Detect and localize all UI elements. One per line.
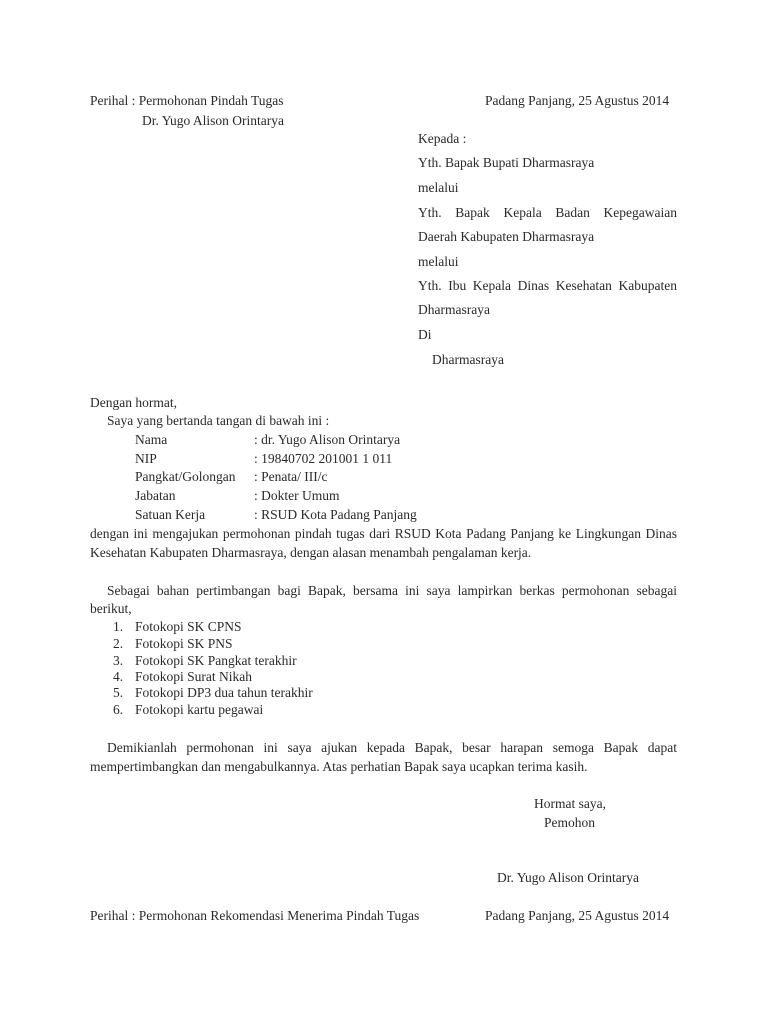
request-paragraph-line-1: dengan ini mengajukan permohonan pindah tugas dari RSUD Kota Padang Panjang ke Lingkungan Dinas: [90, 526, 677, 541]
place-date: Padang Panjang, 25 Agustus 2014: [485, 93, 670, 108]
sender-name-top: Dr. Yugo Alison Orintarya: [142, 113, 284, 128]
identity-label: Pangkat/Golongan: [135, 469, 236, 484]
letter-2-place-date: Padang Panjang, 25 Agustus 2014: [485, 908, 670, 923]
list-item-number: 2.: [113, 636, 124, 651]
identity-label: Jabatan: [135, 488, 176, 503]
identity-value: : 19840702 201001 1 011: [254, 451, 393, 466]
signature-regards: Hormat saya,: [534, 796, 606, 811]
closing-paragraph-line-1: Demikianlah permohonan ini saya ajukan kepada Bapak, besar harapan semoga Bapak dapat: [107, 740, 677, 755]
identity-value: : RSUD Kota Padang Panjang: [254, 507, 417, 522]
identity-value: : Dokter Umum: [254, 488, 340, 503]
signature-role: Pemohon: [544, 815, 596, 830]
list-item-number: 6.: [113, 702, 124, 717]
recipient-line-1: Yth. Bapak Bupati Dharmasraya: [418, 155, 595, 170]
recipient-line-3b: Dharmasraya: [418, 302, 490, 317]
list-item: Fotokopi SK Pangkat terakhir: [135, 653, 297, 668]
identity-label: NIP: [135, 451, 157, 466]
identity-value: : Penata/ III/c: [254, 469, 328, 484]
request-paragraph-line-2: Kesehatan Kabupaten Dharmasraya, dengan alasan menambah pengalaman kerja.: [90, 545, 532, 560]
list-item-number: 4.: [113, 669, 124, 684]
signature-name: Dr. Yugo Alison Orintarya: [497, 870, 639, 885]
intro-line: Saya yang bertanda tangan di bawah ini :: [107, 413, 330, 428]
letter-subject: Perihal : Permohonan Pindah Tugas: [90, 93, 284, 108]
list-item: Fotokopi kartu pegawai: [135, 702, 264, 717]
recipient-via-1: melalui: [418, 180, 459, 195]
list-item-number: 1.: [113, 619, 124, 634]
list-item: Fotokopi DP3 dua tahun terakhir: [135, 685, 313, 700]
identity-label: Satuan Kerja: [135, 507, 206, 522]
attachment-paragraph-line-1: Sebagai bahan pertimbangan bagi Bapak, bersama ini saya lampirkan berkas permohonan sebagai: [107, 583, 677, 598]
identity-value: : dr. Yugo Alison Orintarya: [254, 432, 401, 447]
identity-label: Nama: [135, 432, 168, 447]
recipient-di: Di: [418, 327, 432, 342]
recipient-line-3a: Yth. Ibu Kepala Dinas Kesehatan Kabupaten: [418, 278, 677, 293]
list-item: Fotokopi SK PNS: [135, 636, 233, 651]
recipient-line-2a: Yth. Bapak Kepala Badan Kepegawaian: [418, 205, 677, 220]
list-item: Fotokopi Surat Nikah: [135, 669, 252, 684]
list-item-number: 5.: [113, 685, 124, 700]
recipient-city: Dharmasraya: [432, 352, 504, 367]
greeting: Dengan hormat,: [90, 395, 177, 410]
recipient-line-2b: Daerah Kabupaten Dharmasraya: [418, 229, 595, 244]
recipient-via-2: melalui: [418, 254, 459, 269]
list-item-number: 3.: [113, 653, 124, 668]
letter-2-subject: Perihal : Permohonan Rekomendasi Menerima Pindah Tugas: [90, 908, 420, 923]
list-item: Fotokopi SK CPNS: [135, 619, 242, 634]
attachment-paragraph-line-2: berikut,: [90, 601, 132, 616]
recipient-kepada: Kepada :: [418, 131, 467, 146]
closing-paragraph-line-2: mempertimbangkan dan mengabulkannya. Atas perhatian Bapak saya ucapkan terima kasih.: [90, 759, 588, 774]
